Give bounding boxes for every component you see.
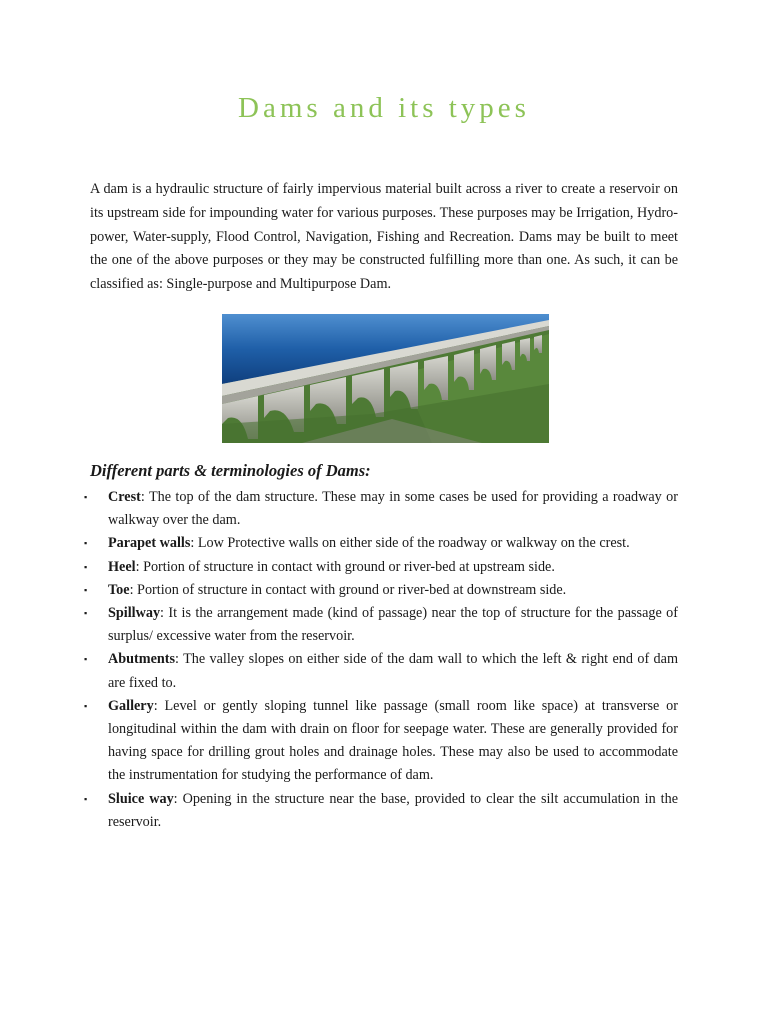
term-description: : Level or gently sloping tunnel like passage (small room like space) at transverse or longitudinal within the dam with drain on floor for seepage water. These are generally provided for having space for drilling grout holes and drainage holes. These may also be used to accommodate the instrumentation for studying the performance of dam.: [108, 697, 678, 784]
list-item-toe: [80, 579, 678, 602]
list-item-abutments: [80, 648, 678, 694]
terminology-list: [80, 486, 678, 834]
term-name: Heel: [108, 558, 136, 575]
term-description: : Opening in the structure near the base, provided to clear the silt accumulation in the reservoir.: [108, 790, 678, 830]
term-description: : The top of the dam structure. These may in some cases be used for providing a roadway or walkway over the dam.: [108, 489, 678, 529]
list-item-heel: [80, 556, 678, 579]
term-description: : It is the arrangement made (kind of passage) near the top of structure for the passage of surplus/ excessive water from the reservoir.: [108, 605, 678, 645]
list-item-crest: [80, 486, 678, 532]
bullet-icon: ▪: [84, 700, 88, 711]
term-name: Spillway: [108, 605, 161, 622]
document-title: Dams and its types: [238, 92, 530, 124]
term-description: : Portion of structure in contact with ground or river-bed at downstream side.: [129, 581, 567, 598]
section-heading: Different parts & terminologies of Dams:: [90, 461, 371, 480]
term-name: Gallery: [108, 697, 154, 714]
intro-paragraph: A dam is a hydraulic structure of fairly impervious material built across a river to create a reservoir on its upstream side for impounding water for various purposes. These purposes may be Irrigation, Hydro-power, Water-supply, Flood Control, Navigation, Fishing and Recreation. Dams may be built to meet the one of the above purposes or they may be constructed fulfilling more than one. As such, it can be classified as: Single-purpose and Multipurpose Dam.: [90, 181, 678, 293]
term-name: Crest: [108, 489, 141, 505]
bullet-icon: ▪: [84, 561, 88, 572]
list-item-sluice-way: [80, 788, 678, 834]
term-name: Abutments: [108, 651, 176, 668]
bullet-icon: ▪: [84, 492, 88, 502]
bullet-icon: ▪: [84, 654, 88, 665]
bullet-icon: ▪: [84, 793, 88, 804]
bullet-icon: ▪: [84, 584, 88, 595]
term-name: Toe: [108, 581, 130, 598]
list-item-spillway: [80, 602, 678, 648]
list-item-gallery: [80, 695, 678, 788]
bullet-icon: ▪: [84, 538, 88, 549]
term-name: Parapet walls: [108, 535, 191, 552]
bullet-icon: ▪: [84, 608, 88, 619]
term-description: : The valley slopes on either side of the dam wall to which the left & right end of dam are fixed to.: [108, 651, 678, 691]
dam-illustration: [222, 314, 549, 443]
dam-photo: [222, 314, 549, 443]
term-name: Sluice way: [108, 790, 174, 807]
list-item-parapet-walls: [80, 532, 678, 555]
term-description: : Portion of structure in contact with ground or river-bed at upstream side.: [135, 558, 555, 575]
term-description: : Low Protective walls on either side of the roadway or walkway on the crest.: [190, 535, 630, 552]
